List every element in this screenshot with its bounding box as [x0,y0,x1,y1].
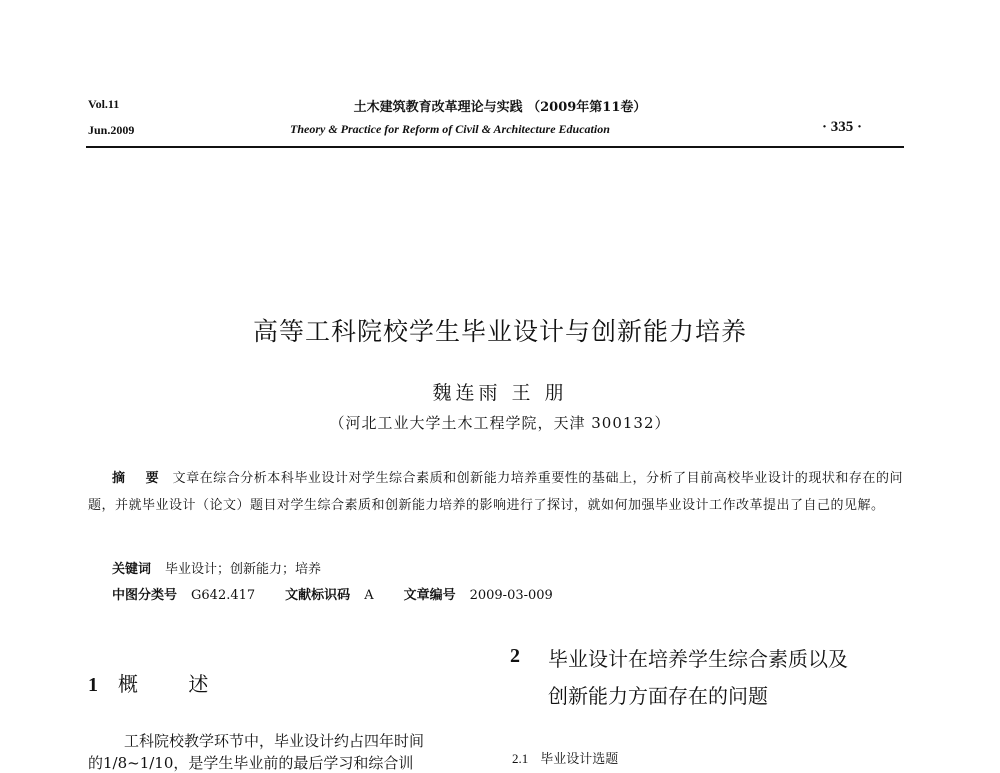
journal-title-en: Theory & Practice for Reform of Civil & Architecture Education [290,122,610,136]
article-no-label: 文章编号 [403,588,456,603]
article-no-value: 2009-03-009 [469,588,553,603]
subsection-2-1-heading [512,748,618,767]
section-1-heading [88,668,230,697]
issue-date: Jun.2009 [88,123,135,137]
section-2-title-line-1: 毕业设计在培养学生综合素质以及 [548,647,848,671]
volume-label: Vol.11 [88,97,120,111]
journal-title-cn: 土木建筑教育改革理论与实践 （2009年第11卷） [353,100,647,115]
section-2-number: 2 [510,645,520,667]
clc-value: G642.417 [191,588,256,603]
section-2-title-line-2: 创新能力方面存在的问题 [548,684,768,708]
keywords-value: 毕业设计；创新能力；培养 [165,562,322,577]
author-affiliation: （河北工业大学土木工程学院，天津 300132） [329,414,671,432]
abstract [88,465,903,519]
doc-code-value: A [364,588,374,603]
section-1-body-line-2: 的1/8~1/10，是学生毕业前的最后学习和综合训 [88,754,414,772]
doc-code-label: 文献标识码 [285,588,351,603]
article-authors: 魏连雨 王 朋 [432,382,568,404]
clc-label: 中图分类号 [112,588,178,603]
section-1-title: 概 述 [118,672,231,696]
keywords-row [112,558,321,577]
section-1-body-line-1: 工科院校教学环节中，毕业设计约占四年时间 [124,732,425,750]
subsection-2-1-number: 2.1 [512,751,529,766]
article-title: 高等工科院校学生毕业设计与创新能力培养 [252,317,747,346]
subsection-2-1-title: 毕业设计选题 [540,752,619,767]
header-rule [86,146,904,148]
section-1-number: 1 [88,674,98,696]
keywords-label: 关键词 [112,562,152,577]
abstract-text: 文章在综合分析本科毕业设计对学生综合素质和创新能力培养重要性的基础上，分析了目前高校毕业设计的现状和存在的问题，并就毕业设计（论文）题目对学生综合素质和创新能力培养的影响进行了探讨，就如何加强毕业设计工作改革提出了自己的见解。 [88,471,903,513]
classification-row [112,584,553,603]
abstract-label: 摘 要 [112,471,167,486]
page-number: · 335 · [822,119,863,135]
